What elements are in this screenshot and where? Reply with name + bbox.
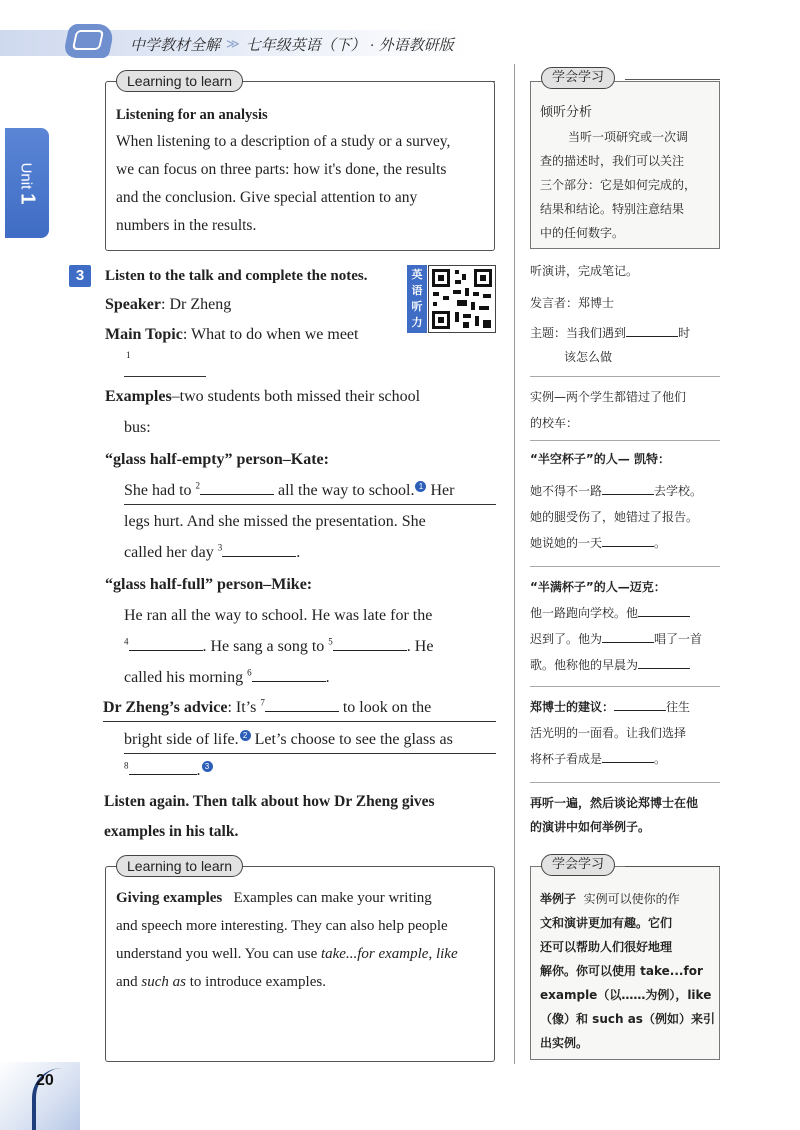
advice-rule: [103, 721, 496, 722]
text-span: 迟到了。他为: [530, 632, 603, 646]
page-number: 20: [36, 1072, 54, 1089]
side-box-title: 举例子: [540, 892, 577, 906]
blank-1-number: 1: [126, 350, 131, 360]
blank-number: 7: [260, 697, 265, 708]
side-tag: 学会学习: [541, 854, 615, 876]
advice-rule-2: [124, 753, 496, 754]
text-span: such as: [141, 974, 187, 990]
cn-instruction: 听演讲，完成笔记。: [530, 264, 639, 278]
cn-topic-2: 该怎么做: [564, 350, 613, 364]
cn-advice-2: 活光明的一面看。让我们选择: [530, 726, 687, 740]
text-span: ,: [428, 946, 436, 962]
side-box-line: [540, 886, 680, 912]
box-line: When listening to a description of a study or a survey,: [116, 133, 451, 150]
advice-line-3: [124, 757, 213, 785]
book-logo-inner: [72, 30, 104, 50]
box-title: Giving examples: [116, 890, 223, 906]
cn-speaker: 发言者：郑博士: [530, 296, 615, 310]
cn-blank-1[interactable]: [626, 323, 678, 337]
box-line: [116, 884, 432, 912]
cn-divider: [530, 376, 720, 377]
text-span: Let’s choose to see the glass as: [254, 731, 453, 748]
blank-number: 6: [247, 667, 252, 678]
text-span: .: [196, 762, 201, 779]
text-span: 往生: [666, 700, 691, 714]
text-span: Her: [430, 482, 455, 499]
tag-rule: [625, 79, 720, 80]
cn-mike-3: [530, 652, 690, 678]
qr-label: 英语听力: [407, 265, 427, 333]
examples-label: Examples: [105, 388, 172, 405]
unit-tab: [5, 128, 49, 238]
cn-divider: [530, 566, 720, 567]
cn-kate-3: [530, 530, 666, 556]
cn-divider: [530, 782, 720, 783]
blank-5[interactable]: [333, 635, 407, 651]
topic-value: : What to do when we meet: [182, 326, 359, 343]
tag-rule: [625, 866, 720, 867]
text-span: to introduce examples.: [189, 974, 326, 990]
blank-7[interactable]: [265, 696, 339, 712]
text-span: She had to: [124, 482, 192, 499]
side-box-line: 解你。你可以使用 take...for: [540, 964, 703, 978]
kate-line-3: [124, 539, 300, 567]
text-span: 他一路跑向学校。他: [530, 606, 639, 620]
text-span: .: [296, 544, 301, 561]
text-span: understand you well. You can use: [116, 946, 318, 962]
cn-blank-7[interactable]: [614, 697, 666, 711]
text-span: 她不得不一路: [530, 484, 603, 498]
box-line: numbers in the results.: [116, 217, 257, 234]
listen-again-line-1: Listen again. Then talk about how Dr Zheng gives: [104, 793, 435, 810]
side-box-line: 结果和结论。特别注意结果: [540, 202, 685, 216]
side-box-line: example（以……为例），like: [540, 988, 712, 1002]
note-badge: 1: [415, 481, 426, 492]
text-span: and: [116, 974, 138, 990]
text-span: 时: [678, 326, 691, 340]
cn-again-1: 再听一遍，然后谈论郑博士在他: [530, 796, 699, 810]
text-span: all the way to school.: [278, 482, 415, 499]
blank-2[interactable]: [200, 479, 274, 495]
mike-heading: “glass half-full” person–Mike:: [105, 576, 313, 593]
mike-line-2: [124, 633, 433, 661]
side-box-line: 三个部分：它是如何完成的，: [540, 178, 697, 192]
cn-blank-8[interactable]: [602, 749, 654, 763]
text-span: 将杯子看成是: [530, 752, 603, 766]
text-span: 主题：当我们遇到: [530, 326, 627, 340]
header-separator: ≫: [226, 36, 240, 51]
cn-blank-3[interactable]: [602, 533, 654, 547]
blank-8[interactable]: [129, 759, 197, 775]
side-box-line: 出实例。: [540, 1036, 589, 1050]
text-span: 。: [654, 536, 667, 550]
text-span: bright side of life.: [124, 731, 239, 748]
note-badge: 3: [202, 761, 213, 772]
side-box-title: 倾听分析: [540, 105, 593, 120]
text-span: take...for example: [320, 946, 429, 962]
blank-number: 8: [124, 760, 129, 771]
cn-topic: [530, 320, 690, 346]
cn-examples-2: 的校车：: [530, 416, 579, 430]
blank-number: 5: [328, 636, 333, 647]
box-line: [116, 940, 458, 968]
text-span: called his morning: [124, 669, 244, 686]
text-span: . He sang a song to: [202, 638, 325, 655]
cn-blank-6[interactable]: [638, 655, 690, 669]
side-box-line: （像）和 such as（例如）来引: [540, 1012, 715, 1026]
task-instruction: Listen to the talk and complete the notes.: [105, 268, 368, 284]
text-span: 郑博士的建议：: [530, 700, 615, 714]
unit-number: 1: [16, 192, 39, 204]
side-box-line: 文和演讲更加有趣。它们: [540, 916, 673, 930]
qr-code-icon[interactable]: [428, 265, 496, 333]
speaker-value: : Dr Zheng: [161, 296, 232, 313]
kate-line-1-rule: [124, 504, 496, 505]
examples-line-2: bus:: [124, 419, 151, 436]
text-span: 唱了一首: [654, 632, 703, 646]
task-number-badge: 3: [69, 265, 91, 287]
text-span: called her day: [124, 544, 214, 561]
tag-rule: [255, 81, 495, 82]
examples-value: –two students both missed their school: [171, 388, 421, 405]
box-line: we can focus on three parts: how it's done, the results: [116, 161, 447, 178]
side-box-line: 还可以帮助人们很好地理: [540, 940, 673, 954]
cn-advice-3: [530, 746, 666, 772]
side-box-line: 查的描述时，我们可以关注: [540, 154, 685, 168]
book-title: 七年级英语（下）: [245, 36, 366, 54]
unit-word: Unit: [17, 162, 35, 189]
blank-4[interactable]: [129, 635, 203, 651]
cn-examples: 实例—两个学生都错过了他们: [530, 390, 687, 404]
mike-line-3: [124, 664, 330, 692]
text-span: to look on the: [342, 699, 432, 716]
cn-divider: [530, 440, 720, 441]
text-span: Examples can make your writing: [233, 890, 432, 906]
learning-tag: Learning to learn: [116, 855, 243, 877]
kate-line-2: legs hurt. And she missed the presentation. She: [124, 513, 426, 530]
cn-mike-1: [530, 600, 690, 626]
speaker-label: Speaker: [105, 296, 161, 313]
listen-again-line-2: examples in his talk.: [104, 823, 239, 840]
blank-6[interactable]: [252, 666, 326, 682]
advice-line-2: [124, 726, 453, 754]
side-box-line: 当听一项研究或一次调: [568, 130, 689, 144]
box-line: [116, 968, 326, 996]
cn-mike-2: [530, 626, 702, 652]
text-span: 去学校。: [654, 484, 703, 498]
kate-heading: “glass half-empty” person–Kate:: [105, 451, 329, 468]
edition-title: 外语教研版: [378, 36, 454, 54]
topic-line: [105, 321, 358, 349]
cn-blank-4[interactable]: [638, 603, 690, 617]
cn-mike-heading: “半满杯子”的人—迈克：: [530, 580, 666, 594]
advice-label: Dr Zheng’s advice: [103, 699, 228, 716]
cn-kate-2: 她的腿受伤了，她错过了报告。: [530, 510, 699, 524]
text-span: 实例可以使你的作: [583, 892, 680, 906]
header-dot: ·: [369, 35, 375, 53]
blank-number: 2: [195, 480, 201, 491]
text-span: : It’s: [227, 699, 257, 716]
text-span: 歌。他称他的早晨为: [530, 658, 639, 672]
note-badge: 2: [240, 730, 251, 741]
blank-number: 4: [124, 636, 129, 647]
column-divider: [514, 64, 515, 1064]
text-span: . He: [406, 638, 434, 655]
cn-divider: [530, 686, 720, 687]
blank-number: 3: [217, 542, 223, 553]
text-span: like: [435, 946, 458, 962]
cn-blank-5[interactable]: [602, 629, 654, 643]
mike-line-1: He ran all the way to school. He was late for the: [124, 607, 433, 624]
running-header: [130, 34, 454, 54]
box-title: Listening for an analysis: [116, 107, 268, 123]
examples-line: [105, 383, 420, 411]
cn-blank-2[interactable]: [602, 481, 654, 495]
text-span: .: [325, 669, 330, 686]
cn-advice-1: [530, 694, 690, 720]
cn-kate-1: [530, 478, 702, 504]
series-title: 中学教材全解: [130, 36, 221, 54]
side-tag: 学会学习: [541, 67, 615, 89]
cn-kate-heading: “半空杯子”的人— 凯特：: [530, 452, 670, 466]
topic-label: Main Topic: [105, 326, 183, 343]
blank-3[interactable]: [222, 541, 296, 557]
text-span: 她说她的一天: [530, 536, 603, 550]
advice-line-1: [103, 694, 431, 722]
box-line: and the conclusion. Give special attention to any: [116, 189, 418, 206]
kate-line-1: [124, 477, 454, 505]
text-span: 。: [654, 752, 667, 766]
side-box-line: 中的任何数字。: [540, 226, 625, 240]
box-line: and speech more interesting. They can also help people: [116, 918, 448, 934]
speaker-line: [105, 291, 231, 319]
learning-tag: Learning to learn: [116, 70, 243, 92]
cn-again-2: 的演讲中如何举例子。: [530, 820, 651, 834]
blank-1[interactable]: [124, 376, 206, 377]
